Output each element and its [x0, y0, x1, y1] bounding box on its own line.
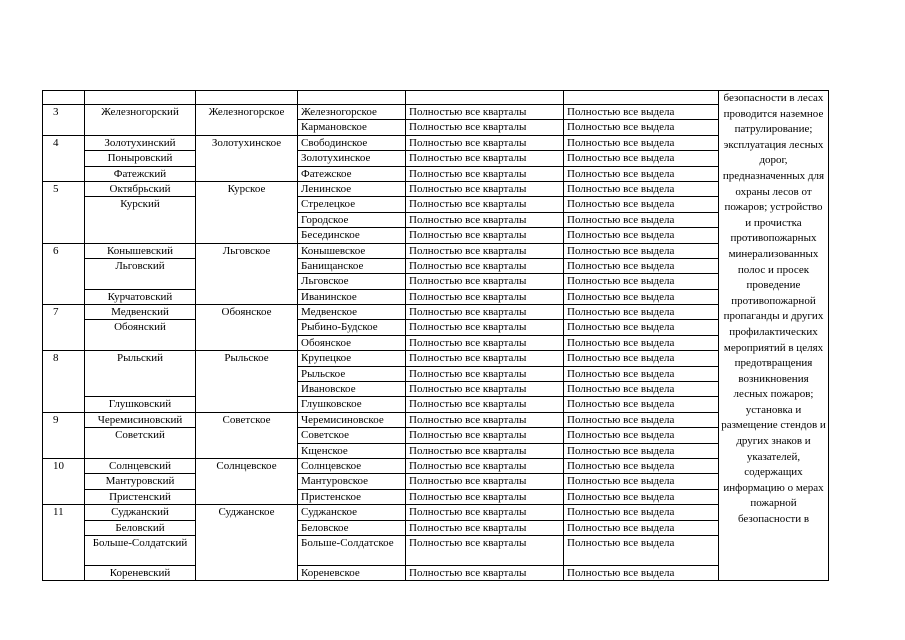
quarters-cell: [406, 91, 564, 105]
table-row: [43, 489, 829, 504]
sections-value: Полностью все выдела: [564, 274, 719, 289]
municipality-name: Льговский: [85, 258, 196, 273]
forestry-name: Стрелецкое: [298, 197, 406, 212]
table-row: [43, 412, 829, 427]
table-row: [43, 443, 829, 458]
table-row: [43, 274, 829, 289]
forestry-name: Кореневское: [298, 565, 406, 580]
municipality-name: Беловский: [85, 520, 196, 535]
row-number: 9: [43, 412, 85, 458]
quarters-value: Полностью все кварталы: [406, 335, 564, 350]
table-row: [43, 181, 829, 196]
forestry-table: [42, 90, 829, 581]
forestry-name: Советское: [298, 428, 406, 443]
sections-value: Полностью все выдела: [564, 212, 719, 227]
forestry-name: Солнцевское: [298, 458, 406, 473]
table-row: [43, 320, 829, 335]
municipality-name: Золотухинский: [85, 135, 196, 150]
quarters-value: Полностью все кварталы: [406, 412, 564, 427]
forestry-name: Больше-Солдатское: [298, 535, 406, 565]
municipality-name: Глушковский: [85, 397, 196, 412]
district-name: Железногорское: [196, 105, 298, 136]
municipality-name: Конышевский: [85, 243, 196, 258]
quarters-value: Полностью все кварталы: [406, 382, 564, 397]
district-cell: [196, 91, 298, 105]
table-row: [43, 105, 829, 120]
row-number: 10: [43, 458, 85, 504]
quarters-value: Полностью все кварталы: [406, 135, 564, 150]
table-row: [43, 382, 829, 397]
municipality-name: Октябрьский: [85, 181, 196, 196]
table-row: [43, 428, 829, 443]
quarters-value: Полностью все кварталы: [406, 366, 564, 381]
quarters-value: Полностью все кварталы: [406, 228, 564, 243]
table-row: [43, 458, 829, 473]
sections-value: Полностью все выдела: [564, 443, 719, 458]
forestry-name: Медвенское: [298, 305, 406, 320]
table-row: [43, 228, 829, 243]
sections-value: Полностью все выдела: [564, 197, 719, 212]
sections-value: Полностью все выдела: [564, 335, 719, 350]
quarters-value: Полностью все кварталы: [406, 489, 564, 504]
table-row: [43, 243, 829, 258]
municipality-name: [85, 366, 196, 381]
forestry-name: Льговское: [298, 274, 406, 289]
table-row: [43, 258, 829, 273]
municipality-name: [85, 120, 196, 135]
forestry-name: Черемисиновское: [298, 412, 406, 427]
table-row: [43, 520, 829, 535]
district-name: Льговское: [196, 243, 298, 305]
sections-value: Полностью все выдела: [564, 505, 719, 520]
municipality-name: Мантуровский: [85, 474, 196, 489]
row-number: 6: [43, 243, 85, 305]
quarters-value: Полностью все кварталы: [406, 520, 564, 535]
sections-value: Полностью все выдела: [564, 412, 719, 427]
sections-value: Полностью все выдела: [564, 535, 719, 565]
sections-value: Полностью все выдела: [564, 520, 719, 535]
district-name: Обоянское: [196, 305, 298, 351]
quarters-value: Полностью все кварталы: [406, 397, 564, 412]
table-row: [43, 505, 829, 520]
municipality-name: [85, 443, 196, 458]
municipality-name: Рыльский: [85, 351, 196, 366]
sections-value: Полностью все выдела: [564, 428, 719, 443]
row-number: 8: [43, 351, 85, 413]
district-name: Рыльское: [196, 351, 298, 413]
quarters-value: Полностью все кварталы: [406, 505, 564, 520]
table-row: [43, 212, 829, 227]
district-name: Солнцевское: [196, 458, 298, 504]
forestry-name: Иванинское: [298, 289, 406, 304]
number-cell: [43, 91, 85, 105]
forestry-name: Пристенское: [298, 489, 406, 504]
sections-value: Полностью все выдела: [564, 166, 719, 181]
forestry-name: Кармановское: [298, 120, 406, 135]
municipality-name: [85, 274, 196, 289]
forestry-name: Фатежское: [298, 166, 406, 181]
municipality-name: Фатежский: [85, 166, 196, 181]
municipality-name: Черемисиновский: [85, 412, 196, 427]
table-row: [43, 166, 829, 181]
table-row: [43, 151, 829, 166]
quarters-value: Полностью все кварталы: [406, 458, 564, 473]
municipality-name: Больше-Солдатский: [85, 535, 196, 565]
forestry-name: Глушковское: [298, 397, 406, 412]
sections-cell: [564, 91, 719, 105]
fire-safety-measures-cell: безопасности в лесах проводится наземное патрулирование; эксплуатация лесных дорог, предназначенных для охраны лесов от пожаров; устройство и прочистка противопожарных минерализованных полос и просек проведение противопожарной пропаганды и других профилактических мероприятий в целях предотвращения возникновения лесных пожаров; установка и размещение стендов и других знаков и указателей, содержащих информацию о мерах пожарной безопасности в: [719, 91, 829, 581]
municipality-name: Медвенский: [85, 305, 196, 320]
forestry-name: Рыльское: [298, 366, 406, 381]
municipality-name: Советский: [85, 428, 196, 443]
municipality-cell: [85, 91, 196, 105]
sections-value: Полностью все выдела: [564, 243, 719, 258]
quarters-value: Полностью все кварталы: [406, 243, 564, 258]
table-row: [43, 535, 829, 565]
quarters-value: Полностью все кварталы: [406, 474, 564, 489]
forestry-name: Городское: [298, 212, 406, 227]
sections-value: Полностью все выдела: [564, 382, 719, 397]
quarters-value: Полностью все кварталы: [406, 197, 564, 212]
forestry-name: Мантуровское: [298, 474, 406, 489]
sections-value: Полностью все выдела: [564, 289, 719, 304]
forestry-name: Железногорское: [298, 105, 406, 120]
quarters-value: Полностью все кварталы: [406, 274, 564, 289]
sections-value: Полностью все выдела: [564, 305, 719, 320]
sections-value: Полностью все выдела: [564, 565, 719, 580]
quarters-value: Полностью все кварталы: [406, 305, 564, 320]
quarters-value: Полностью все кварталы: [406, 443, 564, 458]
table-row: [43, 335, 829, 350]
municipality-name: Пристенский: [85, 489, 196, 504]
municipality-name: [85, 335, 196, 350]
forestry-cell: [298, 91, 406, 105]
quarters-value: Полностью все кварталы: [406, 565, 564, 580]
row-number: 5: [43, 181, 85, 243]
municipality-name: Курчатовский: [85, 289, 196, 304]
forestry-name: Кщенское: [298, 443, 406, 458]
table-row: [43, 135, 829, 150]
municipality-name: Обоянский: [85, 320, 196, 335]
municipality-name: Железногорский: [85, 105, 196, 120]
quarters-value: Полностью все кварталы: [406, 181, 564, 196]
forestry-name: Свободинское: [298, 135, 406, 150]
row-number: 11: [43, 505, 85, 581]
sections-value: Полностью все выдела: [564, 366, 719, 381]
quarters-value: Полностью все кварталы: [406, 258, 564, 273]
quarters-value: Полностью все кварталы: [406, 289, 564, 304]
sections-value: Полностью все выдела: [564, 120, 719, 135]
table-row: [43, 397, 829, 412]
municipality-name: Кореневский: [85, 565, 196, 580]
table-row: [43, 197, 829, 212]
municipality-name: Суджанский: [85, 505, 196, 520]
quarters-value: Полностью все кварталы: [406, 120, 564, 135]
forestry-name: Ивановское: [298, 382, 406, 397]
table-row: [43, 474, 829, 489]
district-name: Курское: [196, 181, 298, 243]
quarters-value: Полностью все кварталы: [406, 351, 564, 366]
sections-value: Полностью все выдела: [564, 474, 719, 489]
quarters-value: Полностью все кварталы: [406, 151, 564, 166]
forestry-name: Золотухинское: [298, 151, 406, 166]
table-row: [43, 366, 829, 381]
forestry-name: Обоянское: [298, 335, 406, 350]
quarters-value: Полностью все кварталы: [406, 166, 564, 181]
row-number: 3: [43, 105, 85, 136]
table-row: [43, 289, 829, 304]
forestry-name: Бесединское: [298, 228, 406, 243]
sections-value: Полностью все выдела: [564, 458, 719, 473]
municipality-name: [85, 212, 196, 227]
table-row: [43, 120, 829, 135]
sections-value: Полностью все выдела: [564, 320, 719, 335]
forestry-name: Рыбино-Будское: [298, 320, 406, 335]
district-name: Советское: [196, 412, 298, 458]
sections-value: Полностью все выдела: [564, 489, 719, 504]
row-number: 4: [43, 135, 85, 181]
municipality-name: [85, 382, 196, 397]
sections-value: Полностью все выдела: [564, 228, 719, 243]
district-name: Золотухинское: [196, 135, 298, 181]
forestry-name: Крупецкое: [298, 351, 406, 366]
quarters-value: Полностью все кварталы: [406, 428, 564, 443]
table-body: [43, 91, 829, 581]
sections-value: Полностью все выдела: [564, 181, 719, 196]
table-row: [43, 91, 829, 105]
sections-value: Полностью все выдела: [564, 397, 719, 412]
sections-value: Полностью все выдела: [564, 135, 719, 150]
sections-value: Полностью все выдела: [564, 351, 719, 366]
forestry-name: Банищанское: [298, 258, 406, 273]
table-row: [43, 565, 829, 580]
sections-value: Полностью все выдела: [564, 258, 719, 273]
district-name: Суджанское: [196, 505, 298, 581]
sections-value: Полностью все выдела: [564, 151, 719, 166]
municipality-name: Солнцевский: [85, 458, 196, 473]
quarters-value: Полностью все кварталы: [406, 320, 564, 335]
sections-value: Полностью все выдела: [564, 105, 719, 120]
forestry-name: Ленинское: [298, 181, 406, 196]
quarters-value: Полностью все кварталы: [406, 105, 564, 120]
forestry-name: Беловское: [298, 520, 406, 535]
table-row: [43, 305, 829, 320]
forestry-name: Суджанское: [298, 505, 406, 520]
forestry-name: Конышевское: [298, 243, 406, 258]
quarters-value: Полностью все кварталы: [406, 535, 564, 565]
municipality-name: Курский: [85, 197, 196, 212]
table-row: [43, 351, 829, 366]
quarters-value: Полностью все кварталы: [406, 212, 564, 227]
row-number: 7: [43, 305, 85, 351]
municipality-name: [85, 228, 196, 243]
municipality-name: Поныровский: [85, 151, 196, 166]
